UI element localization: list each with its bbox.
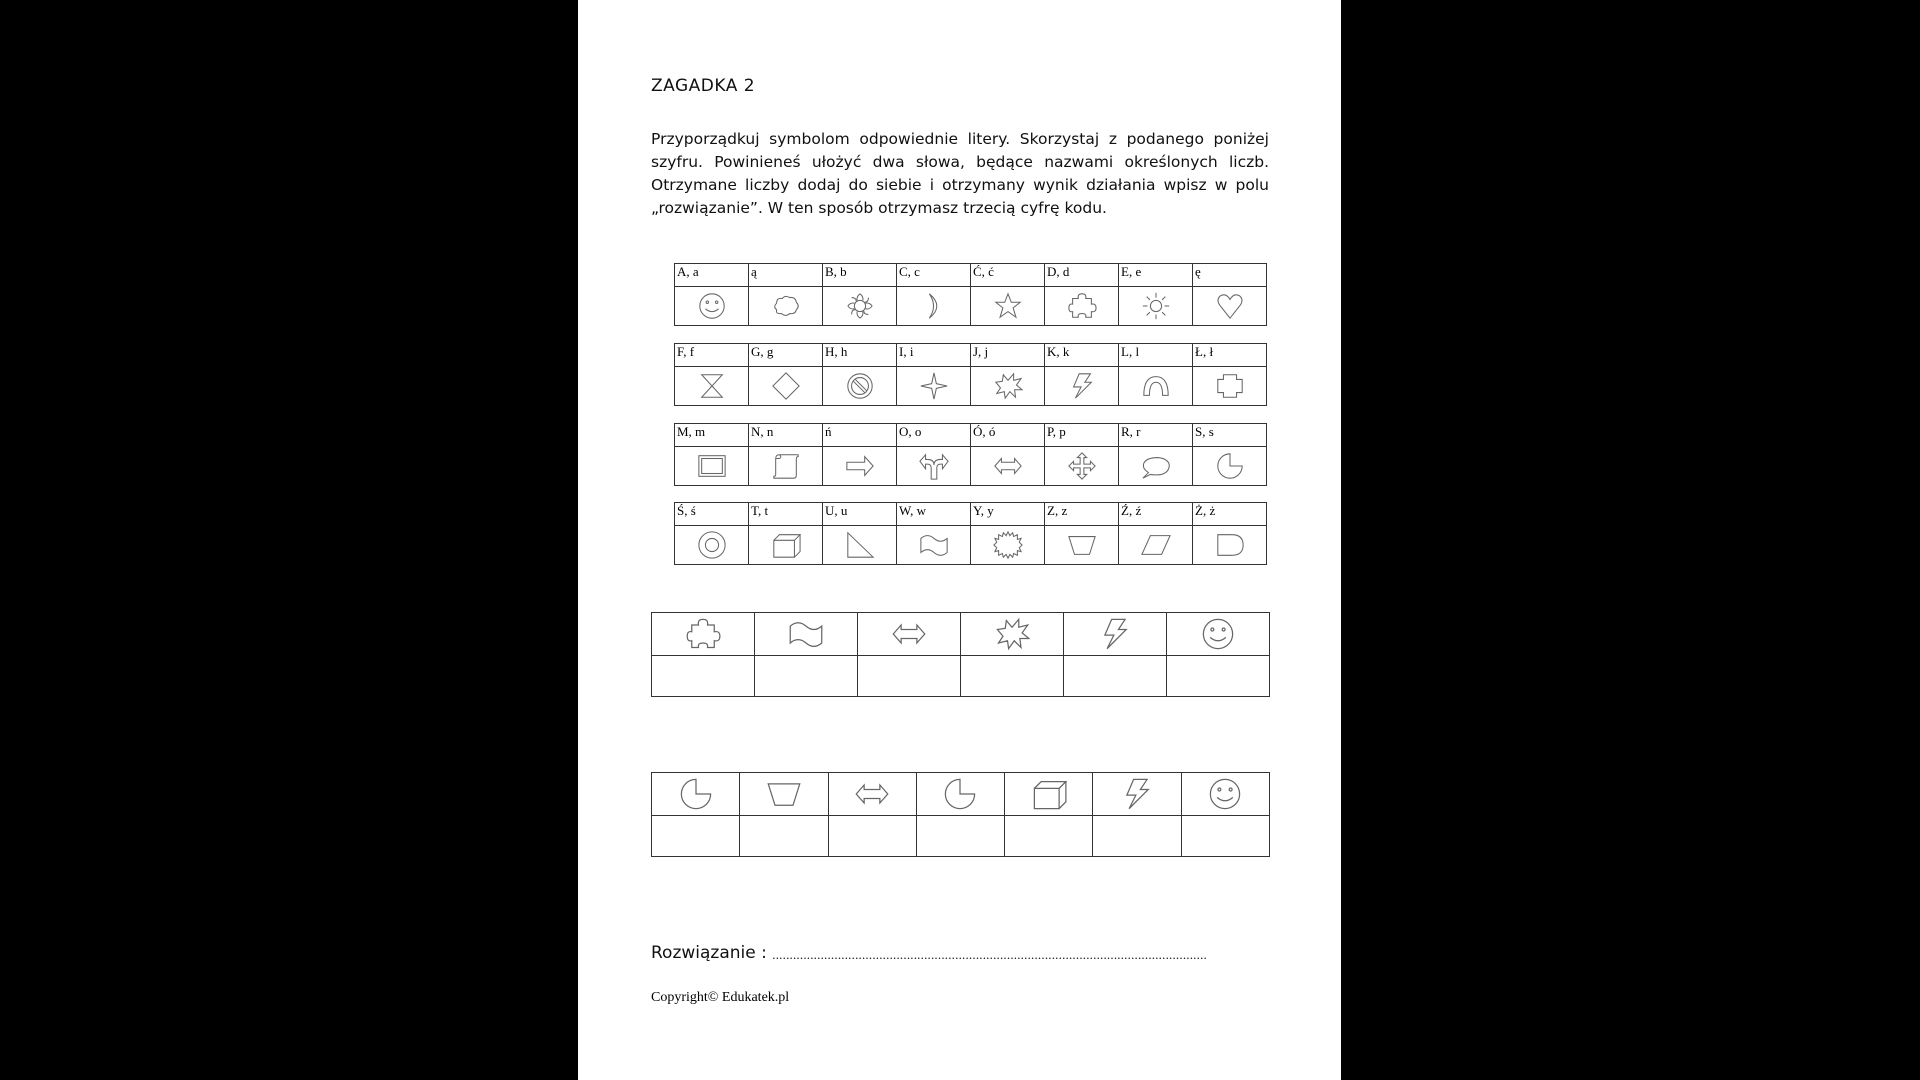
answer-label: Rozwiązanie : [651,943,767,963]
cipher-letter: Ł, ł [1193,344,1267,367]
cipher-table [674,343,1267,406]
puzzle-answer-cell[interactable] [858,656,961,697]
instruction-line: szyfru. Powinieneś ułożyć dwa słowa, będące nazwami określonych liczb. [651,153,1269,171]
cipher-symbol [897,526,971,565]
wave-icon [919,530,949,560]
cipher-symbol [1193,287,1267,326]
puzzle-answer-cell[interactable] [740,816,828,857]
copyright: Copyright© Edukatek.pl [651,990,790,1005]
explosion-icon [994,616,1030,652]
lightning-icon [1119,776,1155,812]
cipher-symbol [897,367,971,406]
cipher-symbol [823,287,897,326]
cipher-letter: B, b [823,264,897,287]
cipher-symbol [749,367,823,406]
instruction-line: „rozwiązanie”. W ten sposób otrzymasz trzecią cyfrę kodu. [651,199,1107,217]
cipher-letter: H, h [823,344,897,367]
cloud-icon [771,291,801,321]
cipher-symbol [749,447,823,486]
puzzle-table-word-1 [651,612,1270,697]
cipher-symbol [1045,367,1119,406]
cipher-letter: Ó, ó [971,424,1045,447]
cipher-letter: F, f [675,344,749,367]
puzzle-symbol-cell [1093,773,1181,816]
cipher-letter: G, g [749,344,823,367]
four-point-star-icon [919,371,949,401]
cube-icon [771,530,801,560]
cipher-symbol [897,287,971,326]
puzzle-symbol-cell [828,773,916,816]
heart-icon [1215,291,1245,321]
smiley-icon [697,291,727,321]
puzzle-answer-cell[interactable] [755,656,858,697]
puzzle-icon [1067,291,1097,321]
cipher-table [674,423,1267,486]
puzzle-symbol-cell [652,773,740,816]
cipher-table [674,263,1267,326]
cipher-table [674,502,1267,565]
puzzle-answer-cell[interactable] [652,816,740,857]
cipher-symbol [675,287,749,326]
star-icon [993,291,1023,321]
hourglass-icon [697,371,727,401]
cipher-letter: ń [823,424,897,447]
cipher-letter: U, u [823,503,897,526]
frame-icon [697,451,727,481]
sun-icon [1141,291,1171,321]
split-arrow-icon [919,451,949,481]
puzzle-answer-cell[interactable] [828,816,916,857]
cipher-letter: N, n [749,424,823,447]
wave-icon [788,616,824,652]
right-arrow-icon [845,451,875,481]
cipher-symbol [749,526,823,565]
explosion-icon [993,371,1023,401]
pie-icon [1215,451,1245,481]
cipher-symbol [1193,526,1267,565]
cipher-letter: R, r [1119,424,1193,447]
cipher-letter: S, s [1193,424,1267,447]
puzzle-symbol-cell [740,773,828,816]
pie-icon [678,776,714,812]
cipher-symbol [1119,447,1193,486]
diamond-icon [771,371,801,401]
cipher-symbol [823,526,897,565]
answer-field[interactable]: .............................................................................................................................. [772,947,1207,962]
scroll-icon [771,451,801,481]
puzzle-icon [685,616,721,652]
cipher-letter: Ś, ś [675,503,749,526]
cipher-letter: M, m [675,424,749,447]
cipher-symbol [897,447,971,486]
puzzle-symbol-cell [916,773,1004,816]
puzzle-table-word-2 [651,772,1270,857]
cipher-letter: D, d [1045,264,1119,287]
cipher-letter: A, a [675,264,749,287]
instruction-line: Przyporządkuj symbolom odpowiednie litery. Skorzystaj z podanego poniżej [651,130,1269,148]
lightning-icon [1067,371,1097,401]
cipher-letter: Ć, ć [971,264,1045,287]
cipher-letter: Ż, ż [1193,503,1267,526]
cipher-symbol [971,287,1045,326]
plus-shape-icon [1215,371,1245,401]
right-triangle-icon [845,530,875,560]
cipher-symbol [1045,447,1119,486]
page-title: ZAGADKA 2 [651,76,756,96]
puzzle-answer-cell[interactable] [1167,656,1270,697]
cube-icon [1031,776,1067,812]
answer-line [651,943,1262,963]
cipher-letter: K, k [1045,344,1119,367]
arch-icon [1141,371,1171,401]
moon-icon [919,291,949,321]
cipher-symbol [675,447,749,486]
puzzle-answer-cell[interactable] [1093,816,1181,857]
cipher-letter: ę [1193,264,1267,287]
puzzle-answer-cell[interactable] [916,816,1004,857]
cipher-symbol [1119,526,1193,565]
worksheet-page [578,0,1341,1080]
puzzle-answer-cell[interactable] [1064,656,1167,697]
puzzle-answer-cell[interactable] [652,656,755,697]
cipher-symbol [675,367,749,406]
cipher-symbol [1045,526,1119,565]
cipher-symbol [971,447,1045,486]
cipher-symbol [1193,447,1267,486]
speech-bubble-icon [1141,451,1171,481]
puzzle-symbol-cell [858,613,961,656]
cipher-symbol [1119,287,1193,326]
cipher-letter: Ź, ź [1119,503,1193,526]
instructions [651,128,1269,220]
cipher-letter: W, w [897,503,971,526]
no-symbol-icon [845,371,875,401]
cipher-symbol [971,367,1045,406]
cipher-symbol [1045,287,1119,326]
cipher-symbol [675,526,749,565]
puzzle-symbol-cell [1181,773,1269,816]
cipher-symbol [823,447,897,486]
cipher-letter: J, j [971,344,1045,367]
cipher-letter: C, c [897,264,971,287]
puzzle-symbol-cell [1064,613,1167,656]
delay-shape-icon [1215,530,1245,560]
trapezoid-icon [1067,530,1097,560]
puzzle-answer-cell[interactable] [1005,816,1093,857]
smiley-icon [1207,776,1243,812]
left-right-arrow-icon [891,616,927,652]
cipher-letter: P, p [1045,424,1119,447]
cipher-letter: L, l [1119,344,1193,367]
puzzle-symbol-cell [1167,613,1270,656]
flower-icon [845,291,875,321]
puzzle-answer-cell[interactable] [1181,816,1269,857]
parallelogram-icon [1141,530,1171,560]
cipher-symbol [1119,367,1193,406]
cipher-symbol [823,367,897,406]
cipher-letter: Z, z [1045,503,1119,526]
cipher-symbol [749,287,823,326]
ring-icon [697,530,727,560]
left-right-arrow-icon [854,776,890,812]
cipher-letter: ą [749,264,823,287]
puzzle-symbol-cell [652,613,755,656]
cipher-letter: O, o [897,424,971,447]
puzzle-symbol-cell [961,613,1064,656]
cipher-letter: E, e [1119,264,1193,287]
pie-icon [942,776,978,812]
cipher-letter: I, i [897,344,971,367]
four-way-arrow-icon [1067,451,1097,481]
puzzle-answer-cell[interactable] [961,656,1064,697]
left-right-arrow-icon [993,451,1023,481]
cipher-symbol [971,526,1045,565]
cipher-letter: Y, y [971,503,1045,526]
smiley-icon [1200,616,1236,652]
trapezoid-icon [766,776,802,812]
lightning-icon [1097,616,1133,652]
puzzle-symbol-cell [755,613,858,656]
instruction-line: Otrzymane liczby dodaj do siebie i otrzymany wynik działania wpisz w polu [651,176,1269,194]
cipher-symbol [1193,367,1267,406]
seal-icon [993,530,1023,560]
puzzle-symbol-cell [1005,773,1093,816]
cipher-letter: T, t [749,503,823,526]
